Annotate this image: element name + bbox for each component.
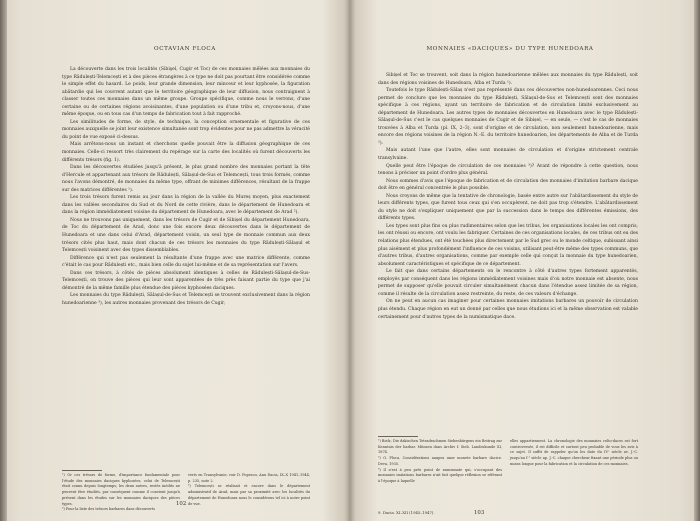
paragraph: Les trois trésors furent remis au jour dans la région de la vallée du Mureș moyen, plus exactement dans les vallées secondaires du Sud et du Nord de cette rivière, dans le département de Hunedoara et dans la région immédiatement voisine du département de Hunedoara, avec le département de Arad ²).	[62, 195, 310, 216]
paragraph: Le fait que dans certains départements on le rencontre à côté d'autres types fortement apparentés, employés par conséquent dans les régions immédiatement voisines mais d'où notre monnaie est absente, nous permet de supposer qu'elle pouvait circuler simultanément chacun dans l'étendue assez limitée de sa région, comme il résulte de la circulation assez restreinte, du reste, de ces valeurs d'échange.	[378, 269, 638, 297]
paragraph: Les types sont plus fins ou plus rudimentaires selon que les tribus, les organisations locales les ont compris, les ont réussi ou encore, ont voulu les fabriquer. Certaines de ces organisations locales, de ces tribus ont eu des relations plus étendues, ont été touchées plus directement par le Sud grec ou le monde celtique, subissant ainsi plus aisément et plus profondément l'influence de ces voisins, utilisant peut-être même des types communs, que d'autres tribus, d'autres organisations, comme par exemple celle qui conçut la monnaie du type hunedoarien, absolument caractéristiques et spécifique de ce département.	[378, 223, 638, 267]
footnote: ¹) Bielz, Die dakischen Tetradrachmen Siebenbürgens ein Beitrag zur Kenntnis der barbar. Münzen dans Archiv f. Sieb. Landeskunde XI, 1874.	[378, 439, 502, 455]
paragraph: Toutefois le type Rădulești-Sălaș n'est pas représenté dans ces découvertes non-hunedoarennes. Ceci nous permet de conclure que les monnaies du type Rădulești, Sălașul-de-Sus et Telemcești sont des monnaies spécifique à ces régions, ayant un territoire de fabrication et de circulation limité exclusivement au département de Hunedoara. Les autres types de monnaies découvertes en Hunedoara avec le type Rădulești-Sălașul-de-Sus c'est le cas quelques monnaies de Cugir et de Sibișel, — en seule, — c'est le cas de monnaies trouvées à Alba et Turda (pl. IX, 2–3), sont d'origine et de circulation, non seulement hunedoarienne, mais encore des régions voisines de la région N.–E. du territoire hunedoarien, les départements de Alba et de Turda ²).	[378, 88, 638, 146]
right-page	[350, 0, 700, 521]
footnotes-right-column-1	[378, 439, 502, 485]
paragraph: Nous ne trouvons pas uniquement, dans les trésors de Cugir et de Sibișel du département Hunedoara, de Toc du département de Arad, donc une fois encore deux découvertes dans le département de Hunedoara et une dans celui d'Arad, département voisin, un seul type de monnaie commun aux deux trésors cités plus haut, mais dont chacun de ces trésors les monnaies du type Rădulești-Sălașul et Telemcești voisinent avec des types dissemblables.	[62, 217, 310, 254]
footnote: ¹) Or ces trésors de forme, d'importance fondamentale pour l'étude des monnaies daciques kyphosées, celui de Telemcești était connu depuis longtemps; les deux autres, restés inédits ne peuvent être étudiés, par conséquent comme il convient jusqu'à présent dans les études sur les monnaies daciques des pièces types.	[62, 473, 180, 506]
paragraph: Mais autant l'une que l'autre, elles sont monnaies de circulation et d'origine strictement centrale transylvaine.	[378, 148, 638, 162]
paragraph: Dans ces trésors, à côtés de pièces absolument identiques à celles de Rădulești-Sălașul-de-Sus-Telemcești, on trouve des pièces qui leur sont apparentées de très près faisant partie du type que j'ai démontré de la même famille plus étendue des pièces kyphosées daciques.	[62, 270, 310, 291]
footnote: ²) Pour la liste des trésors barbares dans découverts	[62, 507, 156, 512]
paragraph: Nous croyons de même que la tentative de chronologie, basée entre autre sur l'abâtardissement du style de leurs différents types, que furent tous ceux qui s'en occupèrent, ne doit pas trop s'étendre. L'abâtardissement du style ne doit s'expliquer uniquement que par la succession dans le temps des différentes émissions, des différents types.	[378, 193, 638, 222]
paragraph: Dans les découvertes étudiées jusqu'à présent, le plus grand nombre des monnaies portant la tête d'Hercule et appartenant aux trésors de Rădulești, Sălașul-de-Sus et Telemcești, tous trois formés, comme nous l'avons démontré, de monnaies du même type, offrant de minimes différences, résultant de la frappe sur des matrices différentes ¹).	[62, 165, 310, 193]
footnotes-left-column-2	[188, 473, 310, 507]
page-number-right: 103	[474, 510, 485, 516]
paragraph: Mais arrêtons-nous un instant et cherchons quelle pouvait être la diffusion géographique de ces monnaies. Celle-ci ressort très clairement du repérage sur la carte des localités où furent découverts les différents trésors (fig. 1).	[62, 142, 310, 163]
paragraph: On ne peut en aucun cas imaginer pour certaines monnaies imitations barbares un pouvoir de circulation plus étendu. Chaque région en eut un donné par celles que nous étudions ici et la même observation est valable certainement pour d'autres types de la numismatique dace.	[378, 299, 638, 320]
footnotes-left-column-1	[62, 473, 180, 513]
footnote-rule	[378, 436, 418, 437]
page-number-left: 102	[176, 501, 187, 507]
book-spine	[344, 0, 356, 521]
footnote: ³) Telemcești se réalisait et encore dans le département administratif de Arad, mais par sa proximité avec les localités du département de Hunedoara nous le considérons tel ici à notre point de vue.	[188, 484, 310, 506]
paragraph: La découverte dans les trois localités (Sibişel, Cugir et Toc) de ces monnaies mêlées aux monnaies du type Rădulești-Telemcești et à des pièces étrangères à ce type ne doit pas pourtant être considérée comme le simple effet du hasard. Le poids, leur grande dimension, leur minceur et leur kyphosée, la figuration abâtardie qui les couvrent autant que le territoire géographique de leur diffusion, nous contraignent à classer toutes ces monnaies dans un même groupe. Groupe spécifique, comme nous le verrons, d'une certaine ou de certaines régions avoisinantes, d'une population ou d'une tribu et, croyons-nous, d'une même époque, ou en tous cas d'un temps de fabrication tout à fait rapproché.	[62, 67, 310, 118]
footnote: ²) O. Floca, Considérations aaupra unor monete barbare dacice. Deva, 1935.	[378, 456, 502, 466]
footnote-rule	[62, 470, 102, 471]
running-header-left: OCTAVIAN FLOCA	[154, 46, 216, 52]
footnote: ³) Il n'est à peu près point de numismate qui, s'occupant des monnaies imitations barbares n'ait fait quelque réflexion se référant à l'époque à laquelle	[378, 467, 502, 483]
paragraph: Les monnaies du type Rădulești, Sălașul-de-Sus et Telemcești se trouvent exclusivement dans la région hunedoarienne ³), les autres monnaies provenant des trésors de Cugir,	[62, 293, 310, 306]
footnote: verts en Transylvanie, voir D. Popescu, Anu Dacia, IX–X 1941–1944, p. 235, note 2.	[188, 473, 310, 483]
footnote: elles appartiennent. La chronologie des monnaies celto-daces est fort controversée, il est difficile et surtout peu probable de vous les avis à ce sujet. Il suffit de rappeler qu'on les date du IVᵉ siècle av. J.-C. jusqu'au Iᵉʳ siècle ap. J.-C. chaque chercheur fixant une période plus ou moins longue pour la fabrication et la circulation de ces monnaies.	[510, 439, 638, 466]
paragraph: Sibișel et Toc se trouvent, soit dans la région hunedoarienne mêlées aux monnaies du type Rădulești, soit dans des régions voisines de Hunedoara, Alba et Turda ¹).	[378, 73, 638, 86]
paragraph: Différence qui n'est pas seulement la résultante d'une frappe avec une matrice différente, comme c'était le cas pour Rădulești etc., mais bien celle du sujet lui-même et de sa représentation sur l'avers.	[62, 255, 310, 269]
signature-mark: 9. Dacia. XI–XII (1945–1947).	[378, 510, 435, 515]
footnotes-right-column-2	[510, 439, 638, 468]
running-header-right: MONNAIES «DACIQUES» DU TYPE HUNEDOARA	[426, 46, 594, 52]
paragraph: Quelle peut être l'époque de circulation de ces monnaies ³)? Avant de répondre à cette question, nous tenons à préciser un point d'ordre plus général.	[378, 163, 638, 177]
right-body-text	[378, 72, 638, 321]
paragraph: Nous sommes d'avis que l'époque de fabrication et de circulation des monnaies d'imitation barbare dacique doit être en général concentrée le plus possible.	[378, 178, 638, 192]
paragraph: Les similitudes de forme, de style, de technique, la conception ornementale et figurative de ces monnaies auxquelle se joint leur existence simultanée sont trop évidentes pour ne pas admettre la véracité du point de vue exposé ci-dessus.	[62, 119, 310, 140]
left-body-text	[62, 66, 310, 308]
